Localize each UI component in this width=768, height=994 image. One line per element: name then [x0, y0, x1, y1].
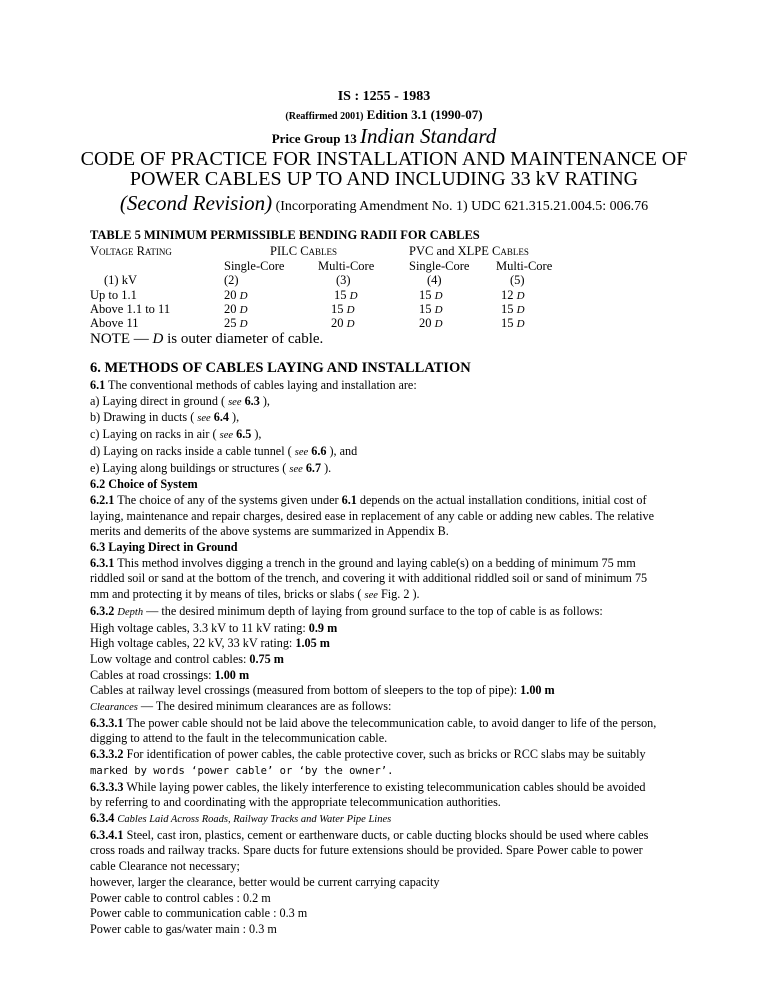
subheader-multi-core-pvc: Multi-Core	[496, 259, 553, 273]
paragraph-line: riddled soil or sand at the bottom of the trench, and covering it with additional riddled soil or sand of minimum 75	[90, 571, 648, 586]
paragraph-line: cross roads and railway tracks. Spare ducts for future extensions should be provided. Spare Power cable to power	[90, 843, 643, 858]
subsection-heading: 6.2 Choice of System	[90, 477, 198, 492]
depth-row: Low voltage and control cables: 0.75 m	[90, 651, 284, 666]
document-title-line2: POWER CABLES UP TO AND INCLUDING 33 kV RATING	[129, 168, 639, 190]
list-item: d) Laying on racks inside a cable tunnel ( see 6.6 ), and	[90, 443, 358, 458]
column-header-voltage: Voltage Rating	[90, 244, 172, 258]
document-title-line1: CODE OF PRACTICE FOR INSTALLATION AND MAINTENANCE OF	[80, 148, 688, 170]
column-group-pilc: PILC Cables	[270, 244, 338, 258]
paragraph-6-2-1: 6.2.1 The choice of any of the systems given under 6.1 depends on the actual installation conditions, initial cost of	[90, 492, 647, 507]
clearance-row: Power cable to control cables : 0.2 m	[90, 890, 271, 905]
paragraph-6-3-4-1: 6.3.4.1 Steel, cast iron, plastics, cement or earthenware ducts, or cable ducting blocks should be used where cables	[90, 827, 649, 842]
table-cell: 12 D	[501, 288, 525, 302]
edition-line	[0, 107, 768, 123]
table-title: TABLE 5 MINIMUM PERMISSIBLE BENDING RADII FOR CABLES	[90, 228, 480, 242]
paragraph-6-1: 6.1 The conventional methods of cables laying and installation are:	[90, 378, 417, 392]
table-cell: 15 D	[419, 288, 443, 302]
reaffirmed-note: (Reaffirmed 2001)	[285, 111, 364, 122]
subheader-single-core-pvc: Single-Core	[409, 259, 470, 273]
paragraph-6-3-1: 6.3.1 This method involves digging a trench in the ground and laying cable(s) on a bedding of minimum 75 mm	[90, 555, 636, 570]
table-cell: 20 D	[331, 316, 355, 330]
table-cell: 15 D	[331, 302, 355, 316]
paragraph-6-3-4: 6.3.4 Cables Laid Across Roads, Railway Tracks and Water Pipe Lines	[90, 810, 392, 825]
depth-row: High voltage cables, 22 kV, 33 kV rating: 1.05 m	[90, 636, 330, 651]
column-number-1: (1) kV	[104, 273, 137, 287]
paragraph-6-3-3-2: 6.3.3.2 For identification of power cables, the cable protective cover, such as bricks or RCC slabs may be suitably	[90, 747, 646, 762]
depth-row: Cables at road crossings: 1.00 m	[90, 667, 250, 682]
list-item: b) Drawing in ducts ( see 6.4 ),	[90, 410, 240, 425]
column-number-5: (5)	[510, 273, 525, 287]
table-cell: 15 D	[501, 316, 525, 330]
section-title: 6. METHODS OF CABLES LAYING AND INSTALLATION	[90, 360, 471, 376]
amendment-udc: (Incorporating Amendment No. 1) UDC 621.315.21.004.5: 006.76	[275, 199, 649, 214]
paragraph-6-3-2: 6.3.2 Depth — the desired minimum depth of laying from ground surface to the top of cable is as follows:	[90, 603, 603, 618]
list-item: e) Laying along buildings or structures ( see 6.7 ).	[90, 460, 332, 475]
paragraph-line: digging to attend to the fault in the telecommunication cable.	[90, 731, 388, 746]
table-cell: 25 D	[224, 316, 248, 330]
revision: (Second Revision)	[119, 191, 273, 215]
clearance-row: Power cable to gas/water main : 0.3 m	[90, 921, 277, 936]
paragraph-6-3-3-3: 6.3.3.3 While laying power cables, the likely interference to existing telecommunication cables should be avoided	[90, 779, 646, 794]
table-cell: 20 D	[419, 316, 443, 330]
column-number-2: (2)	[224, 273, 239, 287]
table-row-voltage: Up to 1.1	[90, 288, 137, 302]
column-group-pvc: PVC and XLPE Cables	[409, 244, 529, 258]
table-cell: 20 D	[224, 288, 248, 302]
depth-row: High voltage cables, 3.3 kV to 11 kV rating: 0.9 m	[90, 620, 338, 635]
paragraph-line: cable Clearance not necessary;	[90, 859, 240, 874]
indian-standard: Indian Standard	[359, 124, 497, 148]
paragraph-line: laying, maintenance and repair charges, desired ease in replacement of any cable or adding new cables. The relative	[90, 508, 654, 523]
paragraph-line: by referring to and coordinating with the appropriate telecommunication authorities.	[90, 795, 501, 810]
subsection-heading: 6.3 Laying Direct in Ground	[90, 540, 238, 555]
price-group: Price Group 13	[271, 131, 357, 146]
revision-line	[0, 191, 768, 216]
section-body	[90, 378, 690, 938]
table-row-voltage: Above 1.1 to 11	[90, 302, 171, 316]
table-note: NOTE — D is outer diameter of cable.	[90, 331, 324, 347]
paragraph-line: merits and demerits of the above systems are summarized in Appendix B.	[90, 524, 449, 539]
list-item: c) Laying on racks in air ( see 6.5 ),	[90, 427, 262, 442]
depth-row: Cables at railway level crossings (measured from bottom of sleepers to the top of pipe): 1.00 m	[90, 683, 555, 698]
table-row-voltage: Above 11	[90, 316, 139, 330]
clearances-line: Clearances — The desired minimum clearances are as follows:	[90, 699, 392, 714]
paragraph-line: however, larger the clearance, better would be current carrying capacity	[90, 874, 440, 889]
standard-number: IS : 1255 - 1983	[337, 89, 431, 104]
list-item: a) Laying direct in ground ( see 6.3 ),	[90, 393, 270, 408]
column-number-4: (4)	[427, 273, 442, 287]
edition: Edition 3.1 (1990-07)	[366, 107, 483, 122]
table-cell: 15 D	[334, 288, 358, 302]
table-cell: 20 D	[224, 302, 248, 316]
subheader-multi-core-pilc: Multi-Core	[318, 259, 375, 273]
paragraph-line: mm and protecting it by means of tiles, bricks or slabs ( see Fig. 2 ).	[90, 587, 420, 602]
column-number-3: (3)	[336, 273, 351, 287]
paragraph-line: marked by words ‘power cable’ or ‘by the owner’.	[90, 764, 394, 777]
paragraph-6-3-3-1: 6.3.3.1 The power cable should not be laid above the telecommunication cable, to avoid danger to life of the person,	[90, 715, 657, 730]
table-cell: 15 D	[501, 302, 525, 316]
price-group-line	[0, 124, 768, 149]
clearance-row: Power cable to communication cable : 0.3 m	[90, 906, 308, 921]
subheader-single-core-pilc: Single-Core	[224, 259, 285, 273]
table-cell: 15 D	[419, 302, 443, 316]
